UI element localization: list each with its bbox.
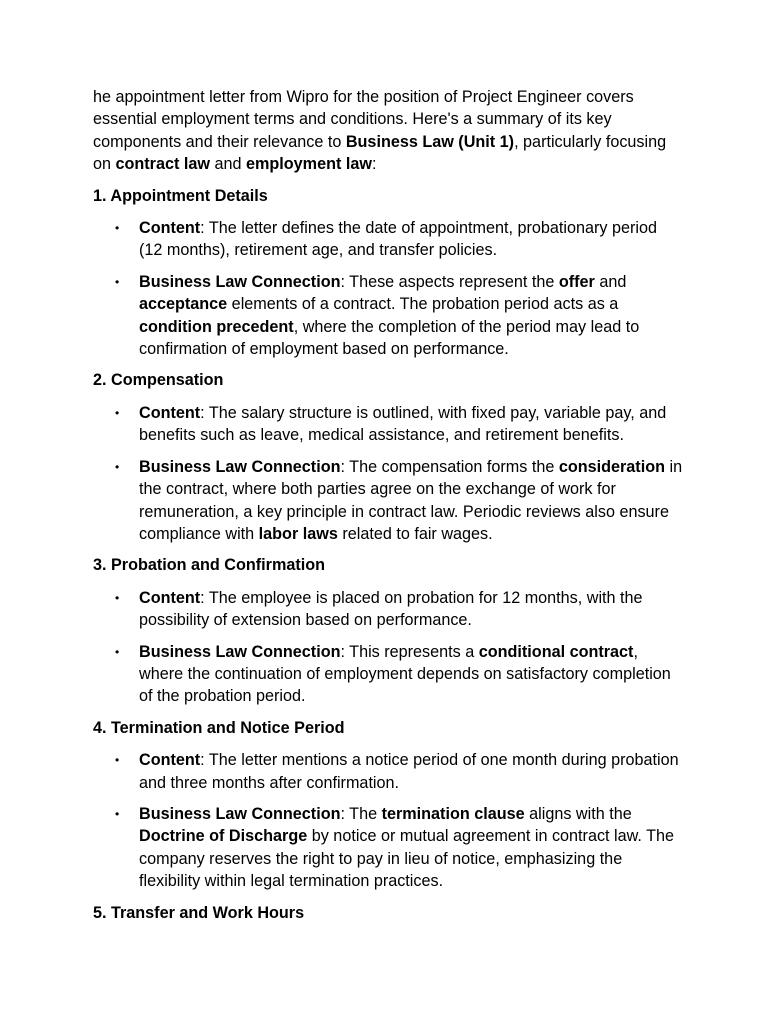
document-page	[93, 86, 683, 934]
list-item	[93, 641, 683, 708]
item-text: by notice or mutual agreement in contract law. The company reserves the right to pay in lieu of notice, emphasizing the flexibility within legal termination practices.	[139, 827, 675, 891]
section-probation-confirmation	[93, 554, 683, 707]
intro-text-2: , particularly focusing on	[93, 132, 667, 174]
bullet-icon: •	[115, 221, 120, 236]
item-text: : The salary structure is outlined, with fixed pay, variable pay, and benefits such as leave, medical assistance, and retirement benefits.	[139, 403, 667, 445]
item-text: and	[594, 272, 627, 291]
item-text: , where the completion of the period may lead to confirmation of employment based on performance.	[139, 317, 640, 359]
item-text: : This represents a	[340, 642, 479, 661]
intro-bold-employment-law: employment law	[246, 155, 372, 174]
bullet-icon: •	[115, 806, 120, 821]
item-label: Content	[139, 751, 201, 770]
bullet-list	[93, 587, 683, 708]
list-item	[93, 271, 683, 361]
list-item	[93, 587, 683, 632]
intro-text-1: he appointment letter from Wipro for the position of Project Engineer covers essential employment terms and conditions. Here's a summary of its key components and their relevance to	[93, 88, 634, 151]
item-bold: acceptance	[139, 295, 228, 314]
item-bold: condition precedent	[139, 317, 294, 336]
section-heading: 2. Compensation	[93, 371, 224, 390]
section-heading: 5. Transfer and Work Hours	[93, 903, 305, 922]
item-text: related to fair wages.	[337, 524, 493, 543]
bullet-icon: •	[115, 274, 120, 289]
item-bold: labor laws	[258, 524, 338, 543]
section-appointment-details	[93, 185, 683, 361]
item-bold: conditional contract	[478, 642, 634, 661]
intro-paragraph	[93, 86, 683, 176]
item-label: Content	[139, 403, 201, 422]
item-bold: Doctrine of Discharge	[139, 827, 308, 846]
item-text: : The	[340, 804, 382, 823]
intro-bold-business-law: Business Law (Unit 1)	[345, 132, 515, 151]
item-label: Business Law Connection	[139, 272, 341, 291]
item-text: : The letter mentions a notice period of one month during probation and three months after confirmation.	[139, 751, 679, 792]
intro-text-4: :	[371, 155, 377, 174]
bullet-icon: •	[115, 405, 120, 420]
item-bold: consideration	[558, 457, 665, 476]
list-item	[93, 456, 683, 546]
section-termination-notice	[93, 717, 683, 893]
bullet-icon: •	[115, 753, 120, 768]
bullet-icon: •	[115, 590, 120, 605]
item-text: , where the continuation of employment depends on satisfactory completion of the probation period.	[139, 642, 671, 706]
bullet-list	[93, 749, 683, 892]
item-text: : The compensation forms the	[340, 457, 559, 476]
list-item	[93, 803, 683, 893]
section-heading: 3. Probation and Confirmation	[93, 556, 326, 575]
section-transfer-work-hours	[93, 902, 683, 924]
item-bold: termination clause	[381, 804, 525, 823]
item-label: Content	[139, 588, 201, 607]
section-heading: 4. Termination and Notice Period	[93, 718, 345, 737]
item-text: : The employee is placed on probation for 12 months, with the possibility of extension based on performance.	[139, 588, 643, 630]
list-item	[93, 749, 683, 794]
item-text: : The letter defines the date of appointment, probationary period (12 months), retirement age, and transfer policies.	[139, 219, 657, 260]
item-label: Content	[139, 219, 201, 238]
item-label: Business Law Connection	[139, 457, 341, 476]
bullet-list	[93, 402, 683, 545]
section-heading: 1. Appointment Details	[93, 186, 268, 205]
section-compensation	[93, 369, 683, 545]
bullet-icon: •	[115, 644, 120, 659]
item-bold: offer	[558, 272, 595, 291]
bullet-icon: •	[115, 459, 120, 474]
intro-bold-contract-law: contract law	[115, 155, 210, 174]
item-text: in the contract, where both parties agree on the exchange of work for remuneration, a key principle in contract law. Periodic reviews also ensure compliance with	[139, 457, 683, 543]
intro-text-3: and	[209, 155, 246, 174]
item-text: aligns with the	[524, 804, 632, 823]
list-item	[93, 217, 683, 262]
item-label: Business Law Connection	[139, 804, 341, 823]
item-label: Business Law Connection	[139, 642, 341, 661]
bullet-list	[93, 217, 683, 360]
item-text: elements of a contract. The probation period acts as a	[227, 295, 619, 314]
list-item	[93, 402, 683, 447]
item-text: : These aspects represent the	[340, 272, 559, 291]
